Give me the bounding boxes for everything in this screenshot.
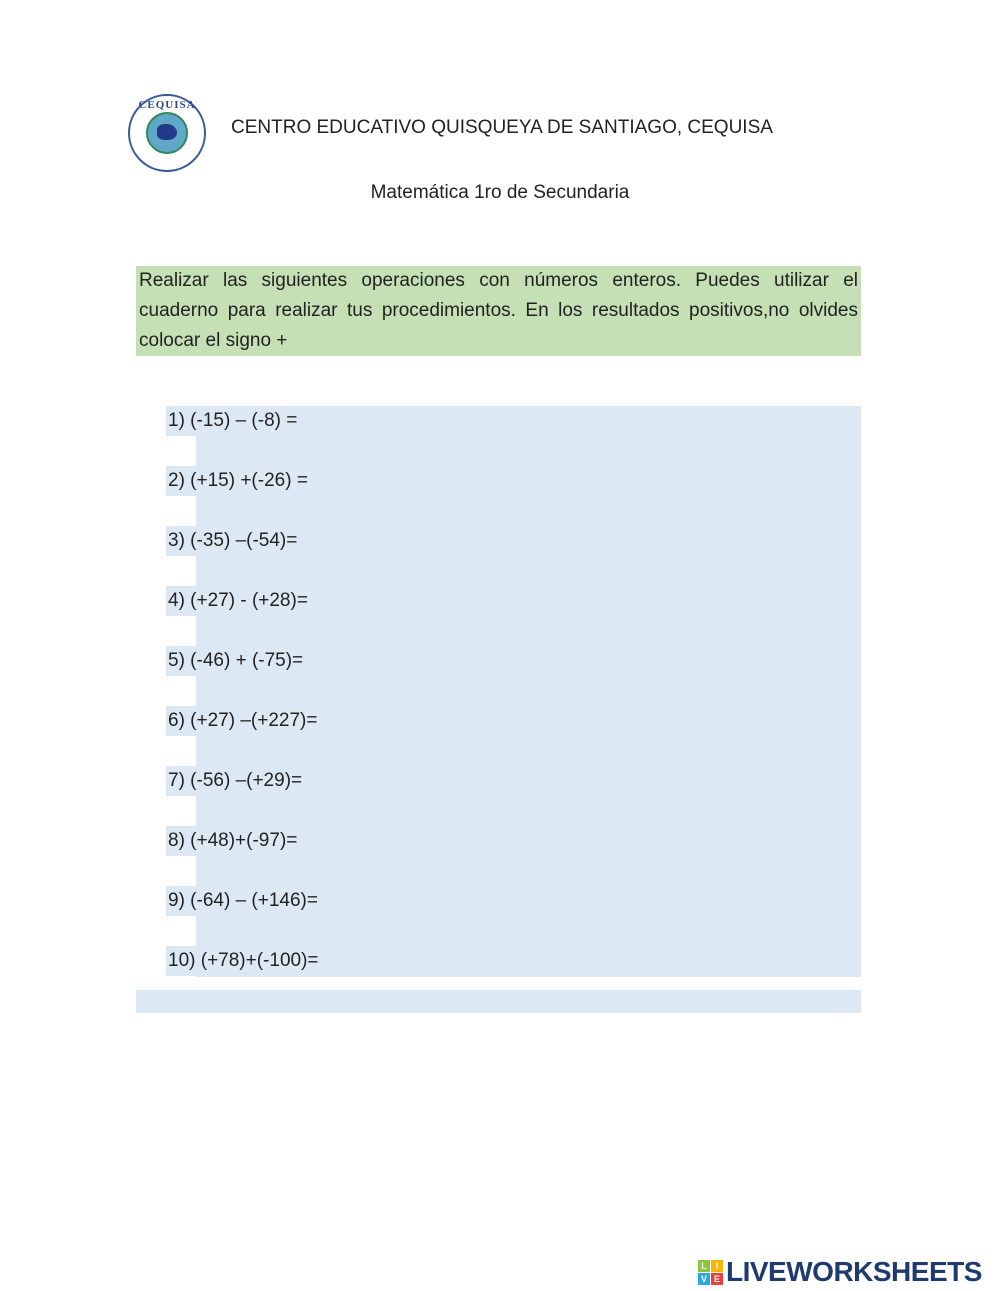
- exercise-item: 10) (+78)+(-100)=: [166, 946, 325, 976]
- globe-icon: [146, 112, 188, 154]
- exercise-item: 5) (-46) + (-75)=: [166, 646, 309, 676]
- cube-e: E: [711, 1273, 723, 1285]
- school-title: CENTRO EDUCATIVO QUISQUEYA DE SANTIAGO, CEQUISA: [231, 117, 773, 138]
- liveworksheets-logo: [698, 1256, 982, 1288]
- exercise-item: 7) (-56) –(+29)=: [166, 766, 308, 796]
- instructions: Realizar las siguientes operaciones con números enteros. Puedes utilizar el cuaderno para realizar tus procedimientos. En los resultados positivos,no olvides colocar el signo +: [136, 266, 861, 356]
- answer-strip: [136, 990, 861, 1013]
- logo-text: CEQUISA: [138, 99, 196, 111]
- school-logo: [128, 94, 206, 172]
- exercise-item: 8) (+48)+(-97)=: [166, 826, 303, 856]
- subject-title: Matemática 1ro de Secundaria: [370, 182, 630, 203]
- cube-l: L: [698, 1260, 710, 1272]
- cube-i: I: [711, 1260, 723, 1272]
- exercise-item: 6) (+27) –(+227)=: [166, 706, 323, 736]
- exercise-item: 2) (+15) +(-26) =: [166, 466, 314, 496]
- cubes-icon: [698, 1260, 723, 1285]
- exercise-item: 9) (-64) – (+146)=: [166, 886, 324, 916]
- exercise-item: 4) (+27) - (+28)=: [166, 586, 314, 616]
- exercise-item: 1) (-15) – (-8) =: [166, 406, 303, 436]
- exercise-item: 3) (-35) –(-54)=: [166, 526, 303, 556]
- cube-v: V: [698, 1273, 710, 1285]
- brand-name: LIVEWORKSHEETS: [726, 1256, 982, 1287]
